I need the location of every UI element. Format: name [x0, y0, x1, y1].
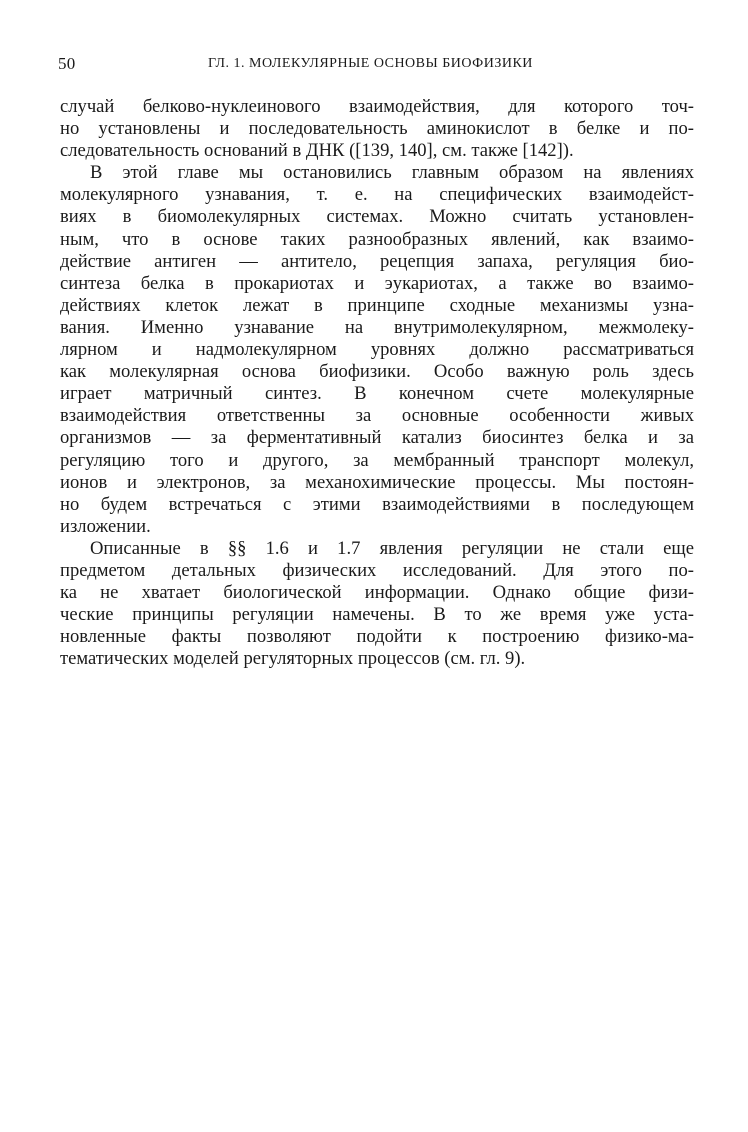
text-line: следовательность оснований в ДНК ([139, 140], см. также [142]).: [60, 140, 574, 162]
text-line: синтеза белка в прокариотах и эукариотах, а также во взаимо-: [60, 272, 694, 294]
paragraph-2: [60, 162, 694, 538]
text-line: В этой главе мы остановились главным образом на явлениях: [90, 162, 694, 184]
page-number: 50: [58, 54, 76, 73]
text-line: действие антиген — антитело, рецепция запаха, регуляция био-: [60, 250, 694, 272]
text-line: действиях клеток лежат в принципе сходные механизмы узна-: [60, 294, 694, 316]
text-line: как молекулярная основа биофизики. Особо важную роль здесь: [60, 361, 694, 383]
text-line: вания. Именно узнавание на внутримолекулярном, межмолеку-: [60, 316, 694, 338]
running-head: [58, 54, 694, 76]
text-line: играет матричный синтез. В конечном счете молекулярные: [60, 383, 694, 405]
text-line: но установлены и последовательность аминокислот в белке и по-: [60, 118, 694, 140]
text-line: тематических моделей регуляторных процессов (см. гл. 9).: [60, 648, 526, 670]
paragraph-1: [60, 96, 694, 162]
text-line: организмов — за ферментативный катализ биосинтез белка и за: [60, 427, 694, 449]
text-line: но будем встречаться с этими взаимодействиями в последующем: [60, 493, 694, 515]
text-line: лярном и надмолекулярном уровнях должно рассматриваться: [60, 339, 694, 361]
text-line: регуляцию того и другого, за мембранный транспорт молекул,: [60, 449, 694, 471]
body-text: [60, 96, 694, 670]
text-line: взаимодействия ответственны за основные особенности живых: [60, 405, 694, 427]
text-line: ным, что в основе таких разнообразных явлений, как взаимо-: [60, 228, 694, 250]
chapter-title: ГЛ. 1. МОЛЕКУЛЯРНЫЕ ОСНОВЫ БИОФИЗИКИ: [208, 56, 533, 71]
text-line: ческие принципы регуляции намечены. В то же время уже уста-: [60, 604, 694, 626]
text-line: предметом детальных физических исследований. Для этого по-: [60, 559, 694, 581]
text-line: виях в биомолекулярных системах. Можно считать установлен-: [60, 206, 694, 228]
paragraph-3: [60, 538, 694, 671]
text-line: молекулярного узнавания, т. е. на специфических взаимодейст-: [60, 184, 694, 206]
text-line: ионов и электронов, за механохимические процессы. Мы постоян-: [60, 471, 694, 493]
text-line: изложении.: [60, 515, 151, 537]
text-line: случай белково-нуклеинового взаимодействия, для которого точ-: [60, 96, 694, 117]
text-line: Описанные в §§ 1.6 и 1.7 явления регуляции не стали еще: [90, 537, 694, 559]
text-line: ка не хватает биологической информации. Однако общие физи-: [60, 582, 694, 604]
text-line: новленные факты позволяют подойти к построению физико-ма-: [60, 626, 694, 648]
